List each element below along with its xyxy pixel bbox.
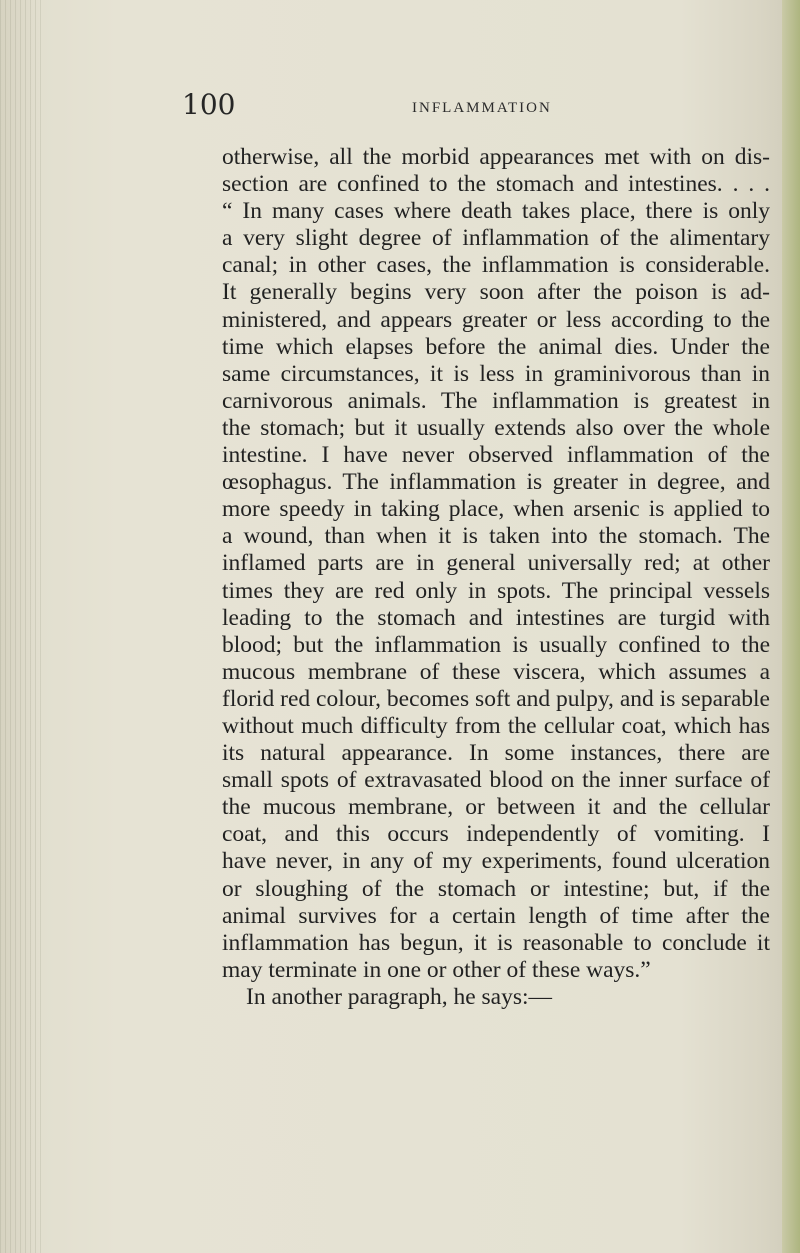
- text-line: inflammation has begun, it is reasonable to conclude it: [222, 929, 770, 956]
- text-line: “ In many cases where death takes place, there is only: [222, 198, 770, 225]
- text-line: more speedy in taking place, when arsenic is applied to: [222, 496, 770, 523]
- text-line: canal; in other cases, the inflammation is considerable.: [222, 252, 770, 279]
- text-line: intestine. I have never observed inflammation of the: [222, 442, 770, 469]
- text-line: a very slight degree of inflammation of the alimentary: [222, 225, 770, 252]
- text-line: In another paragraph, he says:—: [246, 983, 553, 1010]
- text-line: inflamed parts are in general universally red; at other: [222, 550, 770, 577]
- text-line: without much difficulty from the cellular coat, which has: [222, 712, 770, 739]
- page-number: 100: [182, 88, 236, 121]
- text-line: section are confined to the stomach and intestines. . . .: [222, 171, 770, 198]
- text-line: florid red colour, becomes soft and pulpy, and is separable: [222, 685, 770, 712]
- text-line: time which elapses before the animal dies. Under the: [222, 333, 770, 360]
- text-line: times they are red only in spots. The principal vessels: [222, 577, 770, 604]
- text-line: or sloughing of the stomach or intestine; but, if the: [222, 875, 770, 902]
- text-line: the mucous membrane, or between it and the cellular: [222, 794, 770, 821]
- text-line: leading to the stomach and intestines are turgid with: [222, 604, 770, 631]
- text-line: its natural appearance. In some instances, there are: [222, 740, 770, 767]
- text-line: the stomach; but it usually extends also over the whole: [222, 414, 770, 441]
- body-text: [222, 144, 770, 1011]
- text-line: coat, and this occurs independently of vomiting. I: [222, 821, 770, 848]
- text-line: same circumstances, it is less in graminivorous than in: [222, 360, 770, 387]
- text-line: a wound, than when it is taken into the stomach. The: [222, 523, 770, 550]
- binding-gutter: [0, 0, 44, 1253]
- text-line: have never, in any of my experiments, found ulceration: [222, 848, 770, 875]
- page-edge: [782, 0, 800, 1253]
- running-head: INFLAMMATION: [412, 100, 552, 116]
- page-header: [0, 88, 800, 128]
- text-line: It generally begins very soon after the poison is ad-: [222, 279, 770, 306]
- text-line: carnivorous animals. The inflammation is greatest in: [222, 387, 770, 414]
- text-line: ministered, and appears greater or less according to the: [222, 306, 770, 333]
- text-line: otherwise, all the morbid appearances met with on dis-: [222, 144, 770, 170]
- text-line: animal survives for a certain length of time after the: [222, 902, 770, 929]
- text-line: mucous membrane of these viscera, which assumes a: [222, 658, 770, 685]
- text-line: œsophagus. The inflammation is greater in degree, and: [222, 469, 770, 496]
- text-line: small spots of extravasated blood on the inner surface of: [222, 767, 770, 794]
- text-line: blood; but the inflammation is usually confined to the: [222, 631, 770, 658]
- text-line: may terminate in one or other of these ways.”: [222, 956, 651, 983]
